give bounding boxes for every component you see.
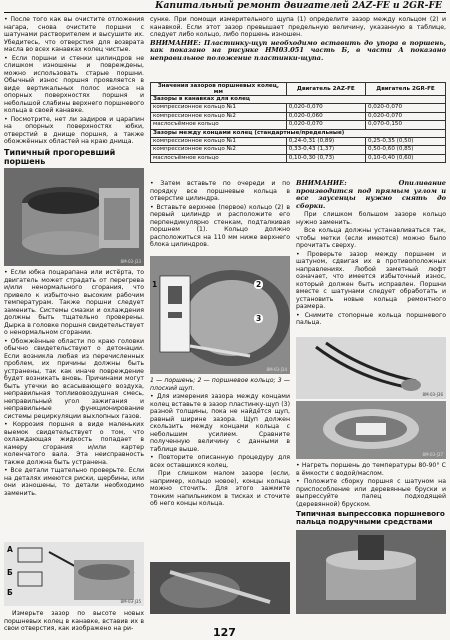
paragraph: • Снимите стопорные кольца поршневого пальца. bbox=[296, 311, 446, 327]
page-header bbox=[0, 0, 450, 13]
table-cell: 0,10-0,30 (0,73) bbox=[286, 154, 365, 162]
table-cell: 0,50-0,60 (0,85) bbox=[365, 146, 445, 154]
figure-label-1: 1 bbox=[152, 280, 158, 289]
table-cell: 0,25-0,35 (0,50) bbox=[365, 137, 445, 145]
paragraph: • После того как вы очистите отложения нагара, снова очистите поршни с шатунами растворителем и высушите их. Убедитесь, что отверстия для возврата масла во всех канавках колец чистые. bbox=[4, 16, 144, 53]
middle-column bbox=[150, 180, 290, 250]
piston-pin-illustration bbox=[296, 401, 446, 459]
figure-label-b: Б bbox=[7, 568, 13, 577]
table-row bbox=[151, 154, 446, 162]
figure-code: 8M-03-J36 bbox=[422, 392, 443, 397]
figure-legend: 1 — поршень; 2 — поршневое кольцо; 3 — плоский щуп. bbox=[150, 377, 290, 392]
attention-note: ВНИМАНИЕ: Опиливание производится под прямым углом и все заусенцы нужно снять до сборки. bbox=[296, 179, 446, 210]
burnt-piston-photo bbox=[4, 168, 144, 266]
table-cell: 0,070-0,150 bbox=[365, 121, 445, 129]
header-rule bbox=[4, 12, 446, 13]
table-cell: 0,020-0,070 bbox=[365, 104, 445, 112]
press-illustration bbox=[296, 530, 446, 614]
paragraph: • Если поршни и стенки цилиндров не слишком изношены и повреждены, можно использовать старые поршни. Обычный износ поршня проявляется в виде вертикальных полос износа на опорных поверхностях поршня и небольшой слабины верхнего поршневого кольца в своей канавке. bbox=[4, 54, 145, 114]
ring-groove-gauge-photo bbox=[4, 542, 144, 606]
paragraph: • Положите сборку поршня с шатуном на приспособление или деревянные бруски и выпрессуйте палец подходящей (деревянной) бруском. bbox=[296, 478, 446, 508]
paragraph: • Все детали тщательно проверьте. Если на деталях имеются риски, щербины, или они изношены, то детали необходимо заменить. bbox=[4, 467, 144, 497]
table-cell: компрессионное кольцо №1 bbox=[151, 104, 287, 112]
table-cell: 0,020-0,070 bbox=[286, 121, 365, 129]
ring-end-gap-photo bbox=[150, 256, 290, 374]
circlip-removal-photo bbox=[296, 337, 446, 399]
gauge-diagram bbox=[4, 542, 144, 606]
left-column-body bbox=[4, 269, 144, 498]
table-section: Зазоры между концами колец (стандартные/предельные) bbox=[151, 129, 446, 137]
paragraph: • Затем вставьте по очереди и по порядку все поршневые кольца в отверстие цилиндра. bbox=[150, 180, 290, 202]
table-cell: 0,33-0,43 (1,37) bbox=[286, 146, 365, 154]
table-cell: маслосъёмное кольцо bbox=[151, 154, 287, 162]
pin-press-photo bbox=[296, 530, 446, 614]
figure-label-3: 3 bbox=[256, 314, 262, 323]
middle-column-text bbox=[150, 377, 290, 509]
paragraph: • Проверьте зазор между поршнем и шатуном, сдвигая их в противоположных направлениях. Любой заметный люфт означает, что имеется избыточный износ, который должен быть исправлен. Поршни вместе с шатунами следует обработать и установить новые кольца ремонтного размера. bbox=[296, 250, 446, 311]
paragraph: • Если юбка поцарапана или истёрта, то двигатель может страдать от перегрева и/или ненормального сгорания, что привело к избыточно высоким рабочим температурам. Также поршни следует заменить. Системы смазки и охлаждения должны быть тщательно проверены. Дырка в головке поршня свидетельствует о ненормальном сгорании. bbox=[4, 269, 144, 336]
paragraph: При слишком большом зазоре кольцо нужно заменить. bbox=[296, 211, 446, 226]
table-section: Зазоры в канавках для колец bbox=[151, 96, 446, 104]
filing-ring-photo bbox=[150, 562, 290, 614]
file-illustration bbox=[150, 562, 290, 614]
page-number: 127 bbox=[213, 626, 236, 639]
ring-gap-table bbox=[150, 82, 446, 163]
figure-label-a: A bbox=[7, 545, 13, 554]
running-title: Капитальный ремонт двигателей 2AZ-FE и 2GR-FE bbox=[155, 0, 442, 11]
table-header: Двигатель 2AZ-FE bbox=[286, 83, 365, 96]
table-cell: компрессионное кольцо №2 bbox=[151, 112, 287, 120]
paragraph: • Для измерения зазора между концами колец вставьте в зазор пластинку-щуп (3) разной толщины, пока не найдётся щуп, равный ширине зазора. Щуп должен скользить между концами кольца с небольшим усилием. Сравните полученную величину с данными в таблице выше. bbox=[150, 393, 290, 453]
paragraph: При слишком малом зазоре (если, например, кольцо новое), концы кольца можно сточить. Для этого зажмите тонким напильником в тисках и сточите об него концы кольца. bbox=[150, 470, 290, 507]
table-cell: компрессионное кольцо №2 bbox=[151, 146, 287, 154]
figure-code: 8M-03-J34 bbox=[266, 367, 287, 372]
table-row bbox=[151, 104, 446, 112]
table-cell: 0,020-0,060 bbox=[286, 112, 365, 120]
table-cell: 0,020-0,070 bbox=[365, 112, 445, 120]
right-column bbox=[296, 180, 446, 328]
paragraph: Все кольца должны устанавливаться так, чтобы метки (если имеются) можно было прочитать сверху. bbox=[296, 227, 446, 250]
left-column bbox=[4, 16, 144, 168]
section-heading: Типичный прогоревший поршень bbox=[4, 147, 116, 166]
table-row bbox=[151, 137, 446, 145]
paragraph: • Повторите описанную процедуру для всех оставшихся колец. bbox=[150, 454, 290, 469]
table-cell: 0,020-0,070 bbox=[286, 104, 365, 112]
figure-code: 8M-03-J35 bbox=[120, 599, 141, 604]
figure-code: 8M-03-J33 bbox=[120, 259, 141, 264]
paragraph: • Обожжённые области по краю головки обычно свидетельствуют о детонации. Если возникла любая из перечисленных проблем, их причины должны быть устранены, так как иначе повреждение будет возникать вновь. Причинами могут быть утечки во всасывающего воздуха, неправильная топливовоздушная смесь, неправильный угол зажигания и неправильные функционирование системы рециркуляции выхлопных газов. bbox=[4, 337, 144, 420]
ring-gap-illustration bbox=[150, 256, 290, 374]
table-cell: компрессионное кольцо №1 bbox=[151, 137, 287, 145]
paragraph: • Коррозия поршня в виде маленьких выемок свидетельствует о том, что охлаждающая жидкость попадает в камеру сгорания и/или картер коленчатого вала. Эта неисправность также должна быть устранена. bbox=[4, 421, 144, 466]
left-caption bbox=[4, 610, 144, 634]
table-row bbox=[151, 146, 446, 154]
attention-note: ВНИМАНИЕ: Пластинку-щуп необходимо вставить до упора в поршень, как показано на рисунке НМ03.051 часть Б, в части А показано неправильное положение пластинки-щупа. bbox=[150, 38, 446, 62]
intro-block bbox=[150, 16, 446, 63]
table-cell: маслосъёмное кольцо bbox=[151, 121, 287, 129]
figure-label-b2: Б bbox=[7, 588, 13, 597]
paragraph: • Нагреть поршень до температуры 80-90° C в ёмкости с водой/маслом. bbox=[296, 462, 446, 477]
table-header: Значения зазоров поршневых колец, мм bbox=[151, 83, 287, 96]
piston-pin-photo bbox=[296, 401, 446, 459]
table-row bbox=[151, 121, 446, 129]
paragraph: • Посмотрите, нет ли задиров и царапин на опорных поверхностях юбки, отверстий в днище поршня, а также обожжённых областей на краю днища. bbox=[4, 115, 144, 145]
right-column-lower bbox=[296, 462, 446, 528]
section-heading: Типичная выпрессовка поршневого пальца подручными средствами bbox=[296, 509, 445, 526]
table-header: Двигатель 2GR-FE bbox=[365, 83, 445, 96]
table-cell: 0,24-0,31 (0,89) bbox=[286, 137, 365, 145]
paragraph: сунке. При помощи измерительного щупа (1) определите зазор между кольцом (2) и канавкой. Если этот зазор превышает предельную величину, указанную в таблице, следует либо кольцо, либо поршень изношен. bbox=[150, 16, 446, 38]
piston-illustration bbox=[4, 168, 144, 266]
figure-label-2: 2 bbox=[256, 280, 262, 289]
figure-code: 8M-03-J37 bbox=[422, 452, 443, 457]
table-cell: 0,10-0,40 (0,60) bbox=[365, 154, 445, 162]
pliers-illustration bbox=[296, 337, 446, 399]
paragraph: • Вставьте верхнее (первое) кольцо (2) в первый цилиндр и расположите его перпендикулярно стенкам, подталкивая поршнем (1). Кольцо должно расположиться на 110 мм ниже верхнего блока цилиндров. bbox=[150, 203, 290, 248]
table-row bbox=[151, 112, 446, 120]
paragraph: Измерьте зазор по высоте новых поршневых колец в канавке, вставив их в свои отверстия, как изображено на ри- bbox=[4, 610, 144, 632]
